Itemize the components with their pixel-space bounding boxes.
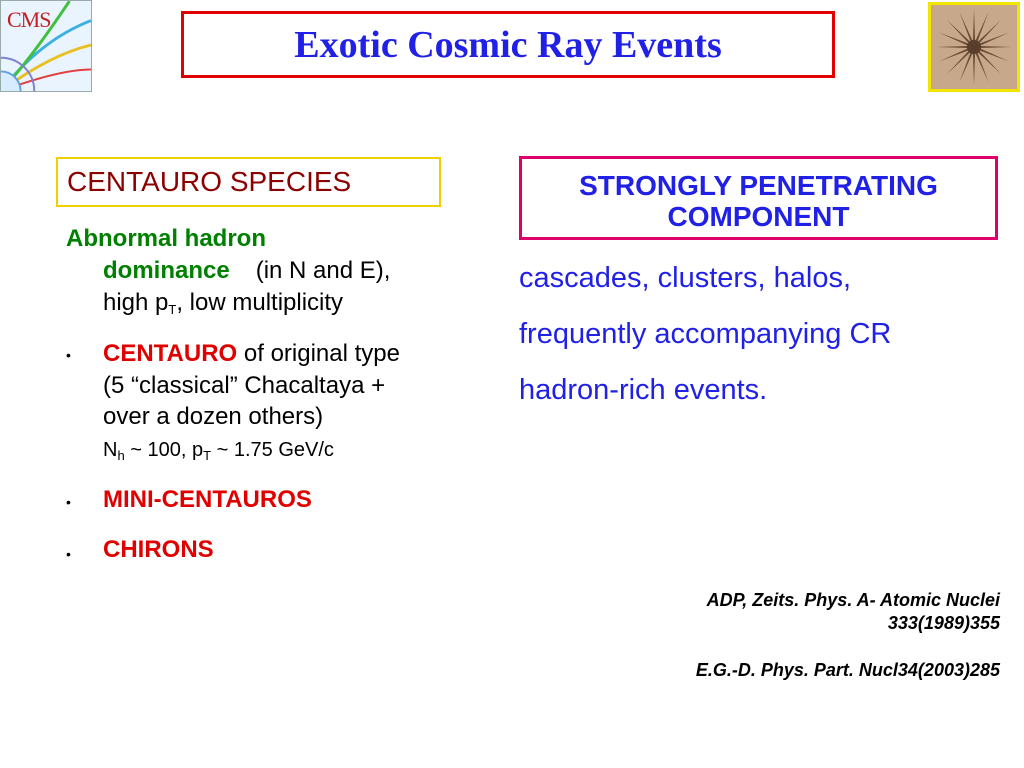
formula-p-sub: T xyxy=(203,448,212,463)
bullet-1-line-3: over a dozen others) xyxy=(103,403,324,430)
bullet-1-line-1 xyxy=(103,339,400,369)
bullet-marker-2: • xyxy=(66,494,71,510)
centauro-species-box xyxy=(56,157,441,207)
formula-end: ~ 1.75 GeV/c xyxy=(211,439,334,461)
intro-line-3 xyxy=(103,288,343,318)
bullet-1-centauro: CENTAURO xyxy=(103,340,238,367)
formula-n-sub: h xyxy=(117,448,125,463)
centauro-species-heading: CENTAURO SPECIES xyxy=(67,166,352,197)
bullet-3-chirons: CHIRONS xyxy=(103,536,214,563)
reference-2: E.G.-D. Phys. Part. Nucl34(2003)285 xyxy=(695,660,1000,680)
cms-logo-text: CMS xyxy=(7,7,51,32)
page-title: Exotic Cosmic Ray Events xyxy=(294,23,722,66)
intro-line-3-post: , low multiplicity xyxy=(176,289,344,316)
intro-line-2 xyxy=(103,256,390,286)
bullet-marker-1: • xyxy=(66,347,71,363)
intro-line-3-pre: high p xyxy=(103,289,169,316)
cms-logo xyxy=(0,0,92,92)
strongly-penetrating-box xyxy=(519,156,998,240)
formula-mid: ~ 100, p xyxy=(124,439,204,461)
cascade-line-2: frequently accompanying CR xyxy=(519,318,892,350)
intro-line-2-rest: (in N and E), xyxy=(255,257,391,284)
intro-line-3-sub: T xyxy=(168,302,177,317)
reference-1-line-1: ADP, Zeits. Phys. A- Atomic Nuclei xyxy=(706,590,1000,610)
penetrating-heading-line-2: COMPONENT xyxy=(667,201,850,232)
bullet-marker-3: • xyxy=(66,546,71,562)
intro-line-1: Abnormal hadron xyxy=(66,225,267,252)
penetrating-heading-line-1: STRONGLY PENETRATING xyxy=(579,170,938,201)
title-box xyxy=(181,11,835,78)
sun-center xyxy=(967,40,981,54)
bullet-2-mini-centauros: MINI-CENTAUROS xyxy=(103,486,312,513)
cascade-line-1: cascades, clusters, halos, xyxy=(519,262,852,294)
bullet-1-line-2: (5 “classical” Chacaltaya + xyxy=(103,372,386,399)
bullet-1-rest: of original type xyxy=(237,340,400,367)
bullet-1-formula xyxy=(103,437,334,463)
formula-n: N xyxy=(103,439,118,461)
vergina-sun-logo xyxy=(928,2,1020,92)
sun-star-icon xyxy=(931,5,1017,89)
intro-dominance: dominance xyxy=(103,257,230,284)
cascade-line-3: hadron-rich events. xyxy=(519,374,768,406)
reference-1-line-2: 333(1989)355 xyxy=(887,613,1000,633)
